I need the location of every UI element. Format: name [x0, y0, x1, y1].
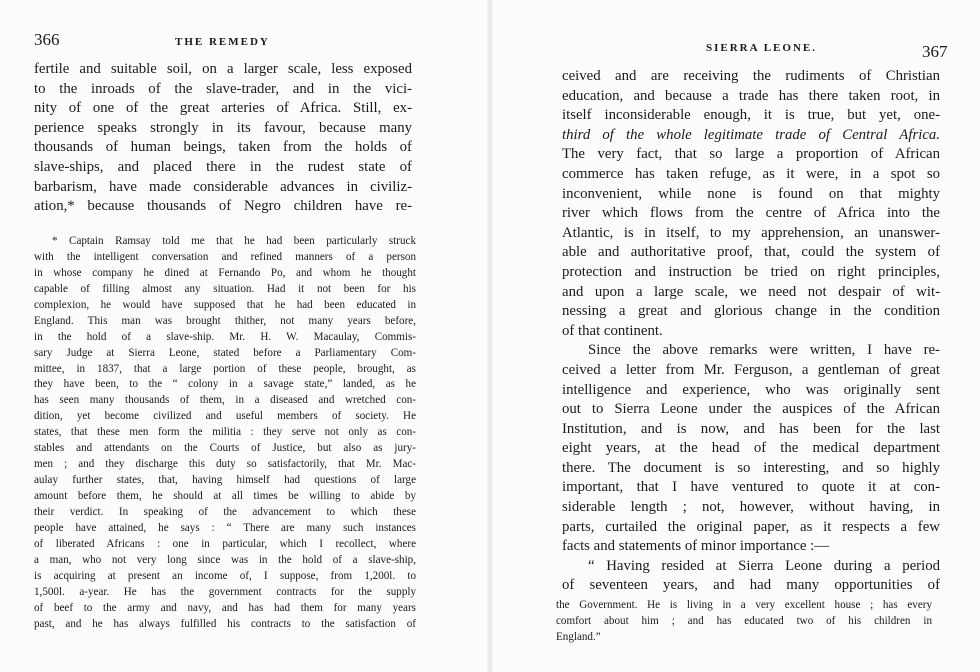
text-line: intelligence and experience, who was originally sent: [562, 381, 940, 398]
footnote-line: in the hold of a slave-ship. Mr. H. W. Macaulay, Commis-: [34, 330, 416, 343]
footnote-line: comfort about him ; and has educated two of his children in: [556, 614, 932, 627]
text-line: to the inroads of the slave-trader, and in the vici-: [34, 80, 412, 97]
text-line: thousands of human beings, taken from the holds of: [34, 139, 412, 156]
text-line: ceived and are receiving the rudiments of Christian: [562, 68, 940, 84]
footnote-line: 1,500l. a-year. He has the government contracts for the supply: [34, 585, 416, 598]
footnote-line: has seen many thousands of them, in a diseased and wretched con-: [34, 394, 416, 407]
text-line: Institution, and is now, and has been for the last: [562, 420, 940, 437]
text-line: able and authoritative proof, that, could the system of: [562, 244, 940, 261]
text-line: parts, curtailed the original paper, as it respects a few: [562, 518, 940, 535]
body-text: [34, 60, 412, 217]
text-line: of that continent.: [562, 322, 663, 339]
footnote-line: is acquiring at present an income of, I suppose, from 1,200l. to: [34, 569, 416, 582]
text-line: inconvenient, while none is found on that mighty: [562, 185, 940, 202]
text-line: nessing a great and glorious change in the condition: [562, 303, 940, 320]
text-line: fertile and suitable soil, on a larger scale, less exposed: [34, 61, 412, 77]
text-line: and upon a large scale, we need not despair of wit-: [562, 283, 940, 300]
text-line: education, and because a trade has there taken root, in: [562, 87, 940, 104]
footnote-line: England. This man was brought thither, not many years before,: [34, 314, 416, 327]
footnote-line: they have been, to the “ colony in a savage state,” landed, as he: [34, 378, 416, 391]
footnote-line: aulay further states, that, having himself had questions of large: [34, 474, 416, 487]
footnote-line: with the intelligent conversation and refined manners of a person: [34, 250, 416, 263]
text-line: river which flows from the centre of Africa into the: [562, 205, 940, 222]
footnote-line: sary Judge at Sierra Leone, stated before a Parliamentary Com-: [34, 346, 416, 359]
footnote: [34, 234, 416, 632]
text-line: eight years, at the head of the medical department: [562, 440, 940, 457]
text-line: ation,* because thousands of Negro children have re-: [34, 198, 412, 215]
footnote-line: dition, yet become civilized and useful members of society. He: [34, 410, 416, 423]
text-line: Atlantic, is in itself, to my apprehension, an unanswer-: [562, 224, 940, 241]
footnote-line: in whose company he dined at Fernando Po, and whom he thought: [34, 266, 416, 279]
footnote-line: of liberated Africans : one in particular, which I recollect, where: [34, 537, 416, 550]
footnote-line: a man, who not very long since was in the hold of a slave-ship,: [34, 553, 416, 566]
footnote-line: the Government. He is living in a very excellent house ; has every: [556, 599, 932, 611]
footnote-line: their verdict. In speaking of the advancement to which these: [34, 505, 416, 518]
footnote-line: England.”: [556, 630, 601, 643]
text-line: there. The document is so interesting, and so highly: [562, 459, 940, 476]
footnote-line: mittee, in 1837, that a large portion of these people, brought, as: [34, 362, 416, 375]
text-line: barbarism, have made considerable advances in civiliz-: [34, 178, 412, 195]
footnote-line: stables and attendants on the Courts of Justice, but also as jury-: [34, 442, 416, 455]
footnote-line: complexion, he would have supposed that he had been educated in: [34, 298, 416, 311]
body-text: [562, 67, 940, 596]
footnote-line: past, and he has always fulfilled his contracts to the satisfaction of: [34, 617, 416, 630]
text-line: The very fact, that so large a proportion of African: [562, 146, 940, 163]
footnote-line: * Captain Ramsay told me that he had been particularly struck: [52, 235, 416, 247]
footnote-line: people have attained, he says : “ There are many such instances: [34, 521, 416, 534]
text-line: protection and instruction be tried on right principles,: [562, 263, 940, 280]
running-head: THE REMEDY: [175, 36, 270, 48]
text-line: “ Having resided at Sierra Leone during a period: [588, 557, 940, 574]
footnote-line: men ; and they discharge this duty so satisfactorily, that Mr. Mac-: [34, 458, 416, 471]
footnote-line: states, that these men form the militia : they serve not only as con-: [34, 426, 416, 439]
text-line: slave-ships, and placed there in the rudest state of: [34, 158, 412, 175]
footnote-line: amount before them, he should at all times be willing to abide by: [34, 490, 416, 502]
text-line: important, that I have ventured to quote it at con-: [562, 479, 940, 496]
text-line: perience speaks strongly in its favour, because many: [34, 119, 412, 136]
text-line: itself inconsiderable enough, it is true, but yet, one-: [562, 107, 940, 124]
right-page: [490, 0, 980, 672]
text-line: out to Sierra Leone under the auspices of the African: [562, 401, 940, 418]
text-line: third of the whole legitimate trade of Central Africa.: [562, 126, 940, 143]
running-head: SIERRA LEONE.: [706, 42, 817, 54]
text-line: siderable length ; not, however, without having, in: [562, 499, 940, 516]
page-number: 367: [922, 42, 948, 61]
text-line: nity of one of the great arteries of Africa. Still, ex-: [34, 100, 412, 117]
text-line: facts and statements of minor importance :—: [562, 538, 830, 555]
text-line: of seventeen years, and had many opportunities of: [562, 577, 940, 594]
footnote: [556, 598, 932, 646]
page-number: 366: [34, 30, 60, 49]
footnote-line: capable of filling almost any situation. Had it not been for his: [34, 282, 416, 295]
text-line: Since the above remarks were written, I have re-: [588, 342, 940, 359]
text-line: ceived a letter from Mr. Ferguson, a gentleman of great: [562, 361, 940, 378]
text-line: commerce has taken refuge, as it were, in a spot so: [562, 165, 940, 182]
footnote-line: of beef to the army and navy, and has had them for many years: [34, 601, 416, 614]
